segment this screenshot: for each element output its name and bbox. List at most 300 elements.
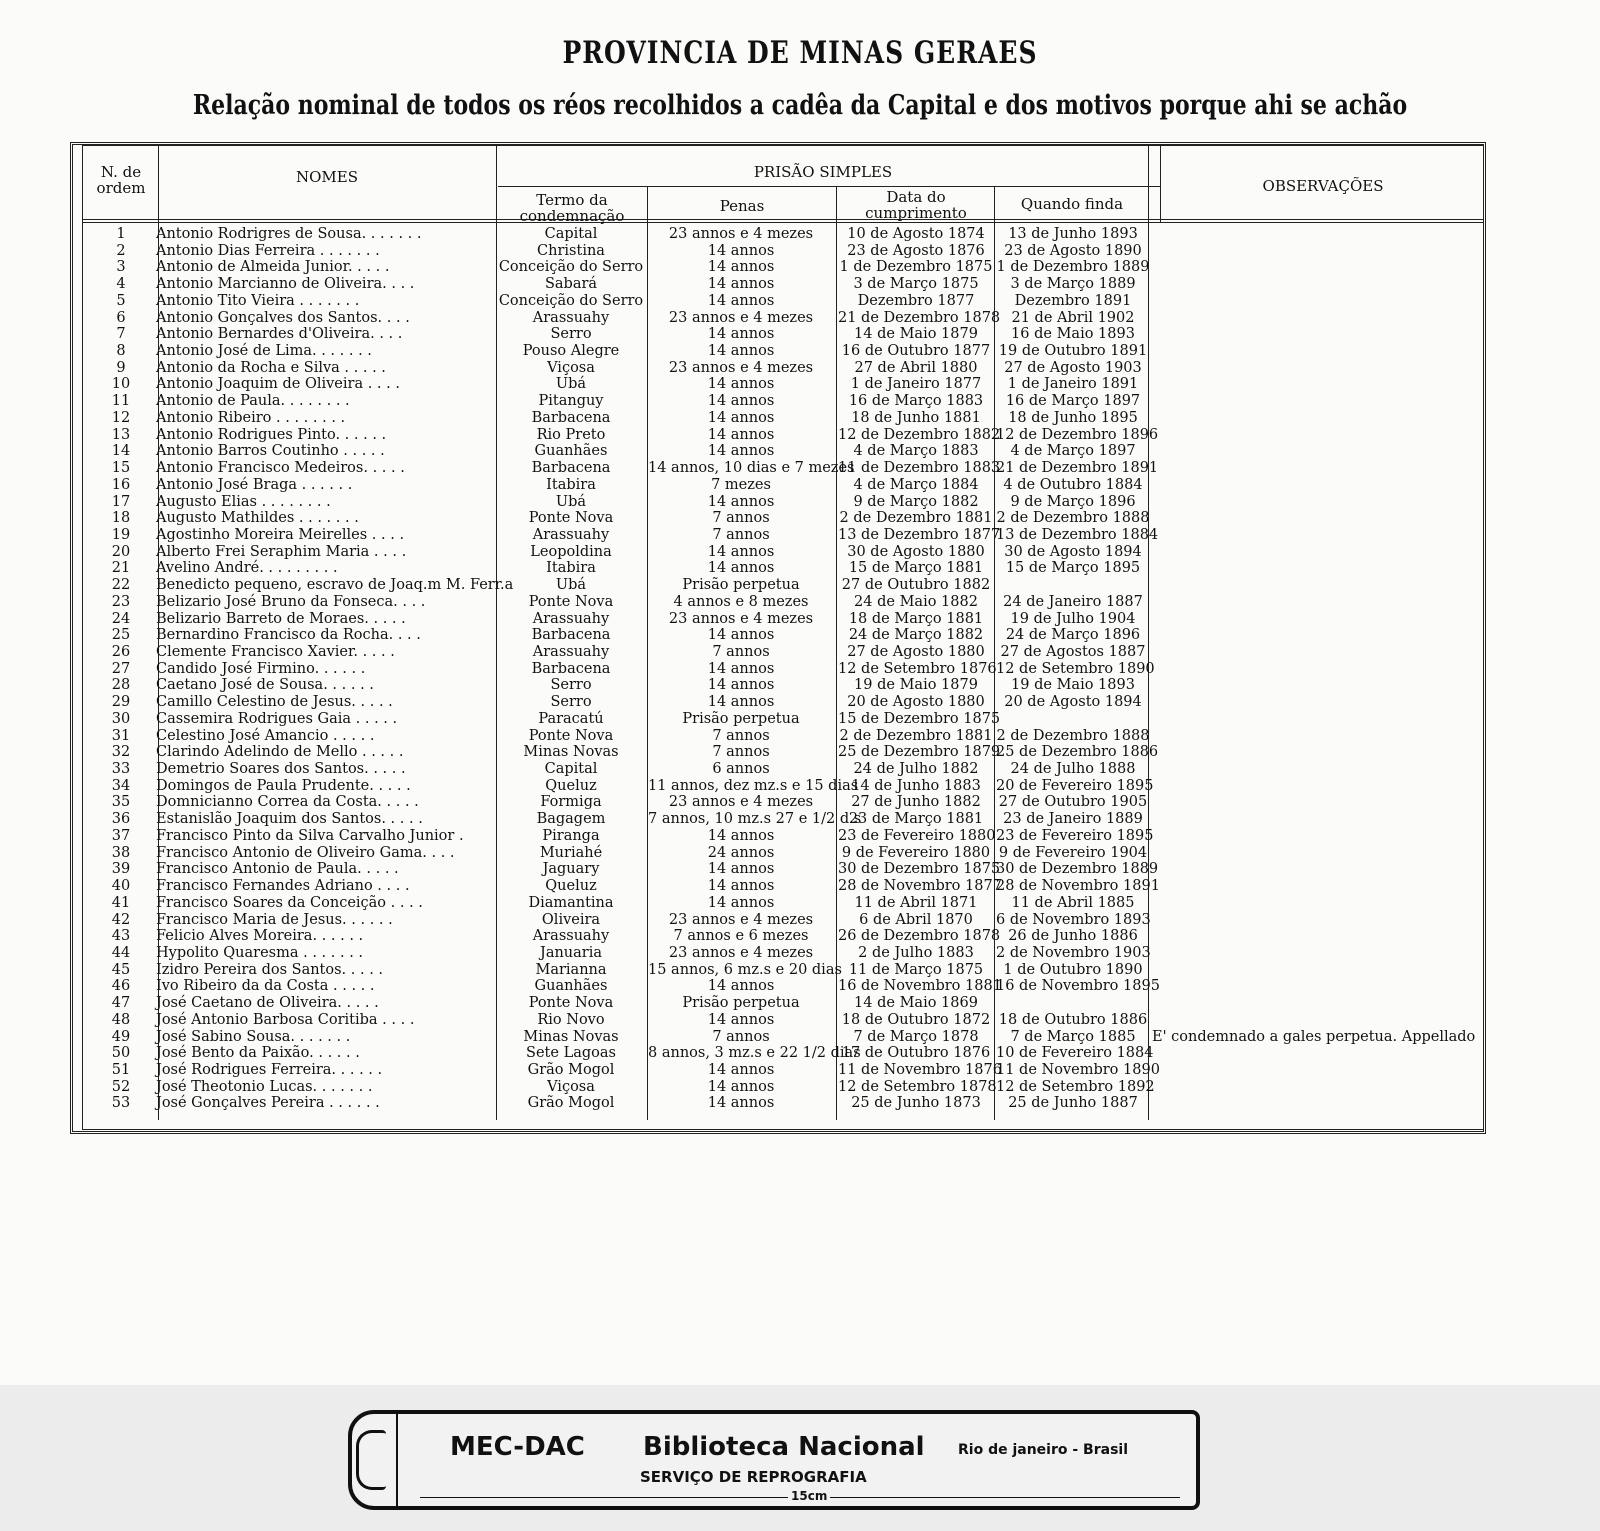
cell-pena: 14 annos [707, 861, 775, 878]
cell-finda: 10 de Fevereiro 1884 [996, 1045, 1154, 1062]
cell-finda: 1 de Dezembro 1889 [996, 259, 1150, 276]
cell-data: 27 de Agosto 1880 [847, 644, 985, 660]
cell-pena: 15 annos, 6 mz.s e 20 dias [648, 961, 842, 978]
cell-n: 17 [111, 493, 131, 510]
cell-pena: 14 annos [707, 276, 775, 293]
cell-data: 11 de Março 1875 [848, 961, 984, 978]
cell-nome: Francisco Pinto da Silva Carvalho Junior . [156, 827, 464, 844]
cell-data: 18 de Junho 1881 [851, 409, 981, 426]
cell-data: 15 de Dezembro 1875 [838, 710, 1001, 727]
cell-nome: Clarindo Adelindo de Mello . . . . . [156, 744, 404, 761]
cell-data: 23 de Fevereiro 1880 [838, 827, 996, 844]
cell-n: 8 [116, 343, 126, 360]
cell-finda: 20 de Agosto 1894 [1004, 694, 1142, 711]
cell-data: 2 de Dezembro 1881 [839, 727, 993, 744]
stamp-scale-label: 15cm [788, 1489, 830, 1503]
cell-n: 36 [111, 811, 131, 828]
cell-nome: Antonio da Rocha e Silva . . . . . [156, 359, 386, 376]
cell-finda: 21 de Abril 1902 [1011, 309, 1135, 326]
cell-data: 27 de Abril 1880 [854, 359, 978, 376]
cell-n: 7 [116, 326, 126, 343]
cell-obs: E' condemnado a gales perpetua. Appellado [1152, 1028, 1476, 1045]
cell-n: 2 [116, 242, 126, 259]
cell-nome: Demetrio Soares dos Santos. . . . . [156, 761, 406, 778]
cell-finda: 20 de Fevereiro 1895 [996, 777, 1154, 794]
cell-finda: 27 de Agosto 1903 [1004, 359, 1142, 376]
cell-data: 16 de Outubro 1877 [841, 343, 991, 360]
cell-nome: Caetano José de Sousa. . . . . . [156, 677, 374, 694]
cell-finda: 4 de Outubro 1884 [1003, 476, 1143, 493]
cell-termo: Bagagem [536, 811, 606, 828]
stamp-org: MEC-DAC [450, 1432, 585, 1462]
cell-finda: 25 de Junho 1887 [1008, 1095, 1138, 1112]
cell-nome: Antonio Ribeiro . . . . . . . . [156, 409, 346, 426]
cell-pena: 14 annos [707, 1078, 775, 1095]
cell-pena: 23 annos e 4 mezes [668, 944, 814, 961]
cell-pena: 7 mezes [711, 476, 771, 493]
cell-nome: Avelino André. . . . . . . . . [156, 560, 338, 577]
cell-termo: Ponte Nova [528, 995, 614, 1012]
cell-finda: 16 de Novembro 1895 [996, 978, 1160, 995]
cell-nome: Alberto Frei Seraphim Maria . . . . [156, 543, 407, 560]
page-subtitle: Relação nominal de todos os réos recolhidos a cadêa da Capital e dos motivos porque ahi se achão [192, 88, 1408, 122]
cell-data: 23 de Agosto 1876 [847, 242, 985, 259]
cell-nome: Antonio Gonçalves dos Santos. . . . [156, 309, 410, 326]
cell-finda: 2 de Dezembro 1888 [996, 727, 1150, 744]
cell-pena: 14 annos [707, 1011, 775, 1028]
cell-finda: 3 de Março 1889 [1010, 276, 1136, 293]
cell-n: 25 [111, 627, 131, 644]
cell-nome: Celestino José Amancio . . . . . [156, 727, 375, 744]
cell-termo: Ubá [555, 376, 587, 393]
cell-pena: 7 annos [712, 644, 770, 660]
cell-termo: Conceição do Serro [498, 292, 644, 309]
cell-data: 27 de Junho 1882 [851, 794, 981, 811]
cell-finda: 27 de Agostos 1887 [1000, 644, 1146, 660]
cell-data: 25 de Junho 1873 [851, 1095, 981, 1112]
cell-n: 30 [111, 710, 131, 727]
cell-n: 39 [111, 861, 131, 878]
cell-pena: Prisão perpetua [682, 577, 800, 594]
cell-n: 47 [111, 995, 131, 1012]
cell-pena: 7 annos [712, 1028, 770, 1045]
cell-termo: Itabira [546, 476, 596, 493]
cell-termo: Barbacena [531, 627, 611, 644]
cell-finda: 30 de Agosto 1894 [1004, 543, 1142, 560]
cell-termo: Guanhães [534, 978, 608, 995]
cell-nome: Francisco Antonio de Paula. . . . . [156, 861, 399, 878]
cell-n: 15 [111, 460, 131, 477]
cell-pena: 14 annos [707, 694, 775, 711]
cell-pena: 14 annos [707, 343, 775, 360]
cell-termo: Ponte Nova [528, 593, 614, 610]
cell-nome: José Bento da Paixão. . . . . . [156, 1045, 360, 1062]
cell-termo: Itabira [546, 560, 596, 577]
cell-data: 15 de Março 1881 [848, 560, 984, 577]
cell-n: 6 [116, 309, 126, 326]
cell-termo: Ubá [555, 493, 587, 510]
cell-data: 26 de Dezembro 1878 [838, 928, 1001, 945]
cell-termo: Piranga [542, 827, 600, 844]
cell-pena: 14 annos [707, 376, 775, 393]
cell-data: 17 de Outubro 1876 [841, 1045, 991, 1062]
cell-finda: 1 de Janeiro 1891 [1007, 376, 1139, 393]
cell-pena: Prisão perpetua [682, 710, 800, 727]
cell-n: 37 [111, 827, 131, 844]
cell-data: 3 de Março 1875 [853, 276, 979, 293]
stamp-service: SERVIÇO DE REPROGRAFIA [640, 1468, 867, 1486]
cell-pena: 14 annos [707, 493, 775, 510]
cell-nome: Camillo Celestino de Jesus. . . . . [156, 694, 393, 711]
cell-n: 31 [111, 727, 131, 744]
header-nomes: NOMES [295, 168, 358, 186]
cell-n: 29 [111, 694, 131, 711]
cell-n: 5 [116, 292, 126, 309]
cell-n: 38 [111, 844, 131, 861]
header-bottom-line [82, 219, 1484, 220]
cell-termo: Grão Mogol [527, 1062, 615, 1078]
cell-data: 16 de Novembro 1881 [838, 978, 1002, 995]
cell-pena: 24 annos [707, 844, 775, 861]
cell-data: 24 de Maio 1882 [854, 593, 978, 610]
cell-termo: Capital [544, 761, 598, 778]
cell-nome: Antonio Barros Coutinho . . . . . [156, 443, 385, 460]
cell-data: 9 de Março 1882 [853, 493, 979, 510]
stamp-library: Biblioteca Nacional [643, 1432, 925, 1462]
cell-pena: 14 annos [707, 560, 775, 577]
cell-nome: Bernardino Francisco da Rocha. . . . [156, 627, 421, 644]
cell-data: 25 de Dezembro 1879 [838, 744, 1001, 761]
cell-finda: 21 de Dezembro 1891 [996, 460, 1159, 477]
cell-nome: Antonio Rodrigues Pinto. . . . . . [156, 426, 387, 443]
cell-pena: 8 annos, 3 mz.s e 22 1/2 dias [648, 1045, 861, 1062]
cell-data: 6 de Abril 1870 [859, 911, 973, 928]
cell-n: 44 [111, 944, 131, 961]
cell-data: 24 de Julho 1882 [853, 761, 979, 778]
cell-pena: 14 annos [707, 894, 775, 911]
cell-nome: Francisco Fernandes Adriano . . . . [156, 878, 410, 895]
header-data: Data do cumprimento [865, 188, 967, 222]
cell-termo: Arassuahy [532, 526, 610, 543]
cell-termo: Capital [544, 226, 598, 242]
cell-n: 28 [111, 677, 131, 694]
cell-data: 11 de Novembro 1876 [838, 1062, 1002, 1078]
cell-n: 4 [116, 276, 126, 293]
cell-n: 48 [111, 1011, 131, 1028]
cell-pena: 14 annos [707, 326, 775, 343]
cell-n: 21 [111, 560, 131, 577]
cell-data: 20 de Agosto 1880 [847, 694, 985, 711]
cell-termo: Minas Novas [523, 744, 619, 761]
cell-data: 30 de Dezembro 1875 [838, 861, 1001, 878]
cell-n: 19 [111, 526, 131, 543]
cell-termo: Arassuahy [532, 309, 610, 326]
cell-finda: 13 de Junho 1893 [1008, 226, 1138, 242]
cell-termo: Barbacena [531, 660, 611, 677]
cell-nome: José Rodrigues Ferreira. . . . . . [156, 1062, 383, 1078]
cell-termo: Guanhães [534, 443, 608, 460]
cell-data: 7 de Março 1878 [853, 1028, 979, 1045]
cell-n: 40 [111, 878, 131, 895]
cell-finda: 23 de Fevereiro 1895 [996, 827, 1154, 844]
cell-pena: 4 annos e 8 mezes [673, 593, 809, 610]
cell-pena: 14 annos [707, 409, 775, 426]
cell-nome: Francisco Soares da Conceição . . . . [156, 894, 423, 911]
cell-termo: Arassuahy [532, 644, 610, 660]
cell-pena: 14 annos [707, 677, 775, 694]
cell-n: 34 [111, 777, 131, 794]
cell-finda: 30 de Dezembro 1889 [996, 861, 1159, 878]
cell-termo: Leopoldina [530, 543, 612, 560]
cell-finda: 24 de Março 1896 [1005, 627, 1141, 644]
cell-data: 30 de Agosto 1880 [847, 543, 985, 560]
cell-pena: 7 annos, 10 mz.s 27 e 1/2 d.s [648, 811, 862, 828]
cell-data: 18 de Março 1881 [848, 610, 984, 627]
prisao-subheader-line [498, 186, 1160, 187]
cell-n: 46 [111, 978, 131, 995]
cell-pena: 14 annos [707, 242, 775, 259]
cell-finda: 12 de Setembro 1892 [996, 1078, 1155, 1095]
cell-termo: Formiga [540, 794, 602, 811]
cell-n: 45 [111, 961, 131, 978]
cell-n: 42 [111, 911, 131, 928]
cell-termo: Sete Lagoas [526, 1045, 616, 1062]
cell-finda: 16 de Março 1897 [1005, 393, 1141, 410]
cell-termo: Ubá [555, 577, 587, 594]
cell-data: 11 de Dezembro 1883 [838, 460, 1001, 477]
cell-nome: Francisco Antonio de Oliveiro Gama. . . . [156, 844, 455, 861]
cell-nome: Antonio Bernardes d'Oliveira. . . . [156, 326, 403, 343]
cell-nome: Antonio Rodrigres de Sousa. . . . . . . [156, 226, 422, 242]
cell-finda: 6 de Novembro 1893 [996, 911, 1151, 928]
cell-pena: 14 annos [707, 543, 775, 560]
cell-finda: 27 de Outubro 1905 [998, 794, 1148, 811]
cell-nome: Antonio José Braga . . . . . . [156, 476, 353, 493]
cell-finda: 12 de Dezembro 1896 [996, 426, 1159, 443]
cell-termo: Serro [550, 677, 592, 694]
cell-n: 11 [111, 393, 131, 410]
cell-termo: Barbacena [531, 460, 611, 477]
cell-finda: 4 de Março 1897 [1010, 443, 1136, 460]
cell-pena: 7 annos [712, 526, 770, 543]
cell-nome: Domnicianno Correa da Costa. . . . . [156, 794, 419, 811]
cell-termo: Queluz [545, 777, 597, 794]
cell-pena: 23 annos e 4 mezes [668, 359, 814, 376]
cell-pena: 14 annos [707, 660, 775, 677]
cell-finda: 16 de Maio 1893 [1011, 326, 1135, 343]
cell-finda: 11 de Abril 1885 [1011, 894, 1135, 911]
cell-pena: 23 annos e 4 mezes [668, 911, 814, 928]
cell-finda: 23 de Agosto 1890 [1004, 242, 1142, 259]
cell-data: 2 de Dezembro 1881 [839, 510, 993, 527]
cell-pena: 14 annos, 10 dias e 7 mezes [648, 460, 855, 477]
col-line-penas [836, 186, 837, 1120]
cell-finda: 24 de Julho 1888 [1010, 761, 1136, 778]
cell-n: 27 [111, 660, 131, 677]
cell-finda: 9 de Março 1896 [1010, 493, 1136, 510]
cell-data: 11 de Abril 1871 [854, 894, 978, 911]
cell-nome: José Caetano de Oliveira. . . . . [156, 995, 379, 1012]
cell-termo: Marianna [535, 961, 607, 978]
cell-pena: 14 annos [707, 978, 775, 995]
cell-n: 24 [111, 610, 131, 627]
cell-finda: 2 de Dezembro 1888 [996, 510, 1150, 527]
cell-data: 12 de Setembro 1876 [838, 660, 997, 677]
header-bottom-line-2 [82, 222, 1484, 223]
cell-nome: Augusto Mathildes . . . . . . . [156, 510, 359, 527]
cell-termo: Diamantina [528, 894, 614, 911]
cell-termo: Arassuahy [532, 610, 610, 627]
cell-n: 41 [111, 894, 131, 911]
cell-data: 12 de Setembro 1878 [838, 1078, 997, 1095]
cell-data: 4 de Março 1883 [853, 443, 979, 460]
header-termo: Termo da condemnação [519, 191, 625, 225]
col-line-obs-double [1160, 145, 1161, 223]
cell-pena: 6 annos [712, 761, 770, 778]
cell-finda: 15 de Março 1895 [1005, 560, 1141, 577]
cell-nome: Antonio Francisco Medeiros. . . . . [156, 460, 405, 477]
cell-nome: Antonio José de Lima. . . . . . . [156, 343, 372, 360]
cell-termo: Viçosa [547, 359, 595, 376]
cell-pena: 14 annos [707, 259, 775, 276]
cell-n: 13 [111, 426, 131, 443]
cell-nome: Izidro Pereira dos Santos. . . . . [156, 961, 384, 978]
cell-pena: 7 annos [712, 744, 770, 761]
cell-finda: 18 de Outubro 1886 [998, 1011, 1148, 1028]
cell-data: 10 de Agosto 1874 [847, 226, 985, 242]
cell-termo: Oliveira [541, 911, 601, 928]
cell-n: 33 [111, 761, 131, 778]
cell-n: 14 [111, 443, 131, 460]
cell-finda: 19 de Julho 1904 [1010, 610, 1136, 627]
cell-nome: Estanislão Joaquim dos Santos. . . . . [156, 811, 423, 828]
cell-termo: Grão Mogol [527, 1095, 615, 1112]
cell-n: 50 [111, 1045, 131, 1062]
cell-termo: Serro [550, 326, 592, 343]
cell-nome: Belizario Barreto de Moraes. . . . . [156, 610, 406, 627]
cell-termo: Rio Novo [537, 1011, 605, 1028]
cell-pena: 7 annos [712, 727, 770, 744]
cell-finda: 23 de Janeiro 1889 [1003, 811, 1143, 828]
cell-termo: Sabará [544, 276, 598, 293]
cell-data: 14 de Maio 1869 [854, 995, 978, 1012]
cell-data: 14 de Junho 1883 [851, 777, 981, 794]
cell-data: 1 de Dezembro 1875 [839, 259, 993, 276]
cell-n: 20 [111, 543, 131, 560]
cell-data: 13 de Dezembro 1877 [838, 526, 1001, 543]
cell-pena: 11 annos, dez mz.s e 15 dias [648, 777, 859, 794]
cell-finda: 2 de Novembro 1903 [996, 944, 1151, 961]
cell-nome: Ivo Ribeiro da da Costa . . . . . [156, 978, 375, 995]
cell-nome: Cassemira Rodrigues Gaia . . . . . [156, 710, 398, 727]
cell-nome: Felicio Alves Moreira. . . . . . [156, 928, 364, 945]
cell-nome: Benedicto pequeno, escravo de Joaq.m M. Ferr.a [156, 577, 514, 594]
cell-termo: Pouso Alegre [522, 343, 620, 360]
cell-finda: 7 de Março 1885 [1010, 1028, 1136, 1045]
cell-n: 26 [111, 644, 131, 660]
cell-termo: Christina [537, 242, 605, 259]
cell-data: 19 de Maio 1879 [854, 677, 978, 694]
cell-n: 9 [116, 359, 126, 376]
cell-termo: Arassuahy [532, 928, 610, 945]
cell-termo: Paracatú [538, 710, 604, 727]
cell-nome: José Antonio Barbosa Coritiba . . . . [156, 1011, 415, 1028]
cell-data: 12 de Dezembro 1882 [838, 426, 1001, 443]
cell-data: 4 de Março 1884 [853, 476, 979, 493]
cell-termo: Barbacena [531, 409, 611, 426]
cell-n: 51 [111, 1062, 131, 1078]
cell-n: 53 [111, 1095, 131, 1112]
cell-finda: 1 de Outubro 1890 [1003, 961, 1143, 978]
cell-n: 52 [111, 1078, 131, 1095]
cell-finda: 12 de Setembro 1890 [996, 660, 1155, 677]
cell-nome: Domingos de Paula Prudente. . . . . [156, 777, 411, 794]
cell-n: 12 [111, 409, 131, 426]
cell-finda: 19 de Outubro 1891 [998, 343, 1148, 360]
cell-pena: 23 annos e 4 mezes [668, 794, 814, 811]
cell-n: 35 [111, 794, 131, 811]
cell-pena: 14 annos [707, 292, 775, 309]
cell-n: 3 [116, 259, 126, 276]
cell-pena: 14 annos [707, 827, 775, 844]
cell-termo: Muriahé [539, 844, 603, 861]
cell-pena: 23 annos e 4 mezes [668, 226, 814, 242]
cell-n: 16 [111, 476, 131, 493]
cell-finda: 28 de Novembro 1891 [996, 878, 1160, 895]
cell-pena: 14 annos [707, 1095, 775, 1112]
cell-termo: Januaria [540, 944, 602, 961]
cell-n: 18 [111, 510, 131, 527]
cell-termo: Ponte Nova [528, 727, 614, 744]
cell-data: 28 de Novembro 1877 [838, 878, 1002, 895]
cell-data: 2 de Julho 1883 [858, 944, 974, 961]
header-prisao-simples: PRISÃO SIMPLES [753, 163, 893, 181]
cell-finda: 13 de Dezembro 1884 [996, 526, 1159, 543]
cell-finda: 18 de Junho 1895 [1008, 409, 1138, 426]
cell-nome: Candido José Firmino. . . . . . [156, 660, 366, 677]
cell-finda: 19 de Maio 1893 [1011, 677, 1135, 694]
cell-data: 16 de Março 1883 [848, 393, 984, 410]
cell-pena: 14 annos [707, 878, 775, 895]
cell-n: 32 [111, 744, 131, 761]
header-num: N. de ordem [96, 163, 146, 197]
cell-nome: Belizario José Bruno da Fonseca. . . . [156, 593, 426, 610]
cell-data: Dezembro 1877 [857, 292, 975, 309]
cell-nome: Agostinho Moreira Meirelles . . . . [156, 526, 405, 543]
header-penas: Penas [719, 197, 765, 215]
cell-nome: José Theotonio Lucas. . . . . . . [156, 1078, 373, 1095]
cell-nome: Antonio Marcianno de Oliveira. . . . [156, 276, 415, 293]
cell-termo: Minas Novas [523, 1028, 619, 1045]
cell-pena: 23 annos e 4 mezes [668, 610, 814, 627]
cell-data: 18 de Outubro 1872 [841, 1011, 991, 1028]
cell-nome: Antonio de Almeida Junior. . . . . [156, 259, 390, 276]
cell-n: 49 [111, 1028, 131, 1045]
cell-termo: Jaguary [542, 861, 600, 878]
cell-termo: Viçosa [547, 1078, 595, 1095]
cell-nome: Clemente Francisco Xavier. . . . . [156, 644, 395, 660]
cell-n: 22 [111, 577, 131, 594]
cell-n: 23 [111, 593, 131, 610]
header-quando-finda: Quando finda [1020, 195, 1124, 213]
stamp-divider [396, 1410, 398, 1510]
cell-pena: 14 annos [707, 443, 775, 460]
cell-data: 27 de Outubro 1882 [841, 577, 991, 594]
cell-termo: Rio Preto [536, 426, 606, 443]
cell-data: 14 de Maio 1879 [854, 326, 978, 343]
cell-nome: Antonio Tito Vieira . . . . . . . [156, 292, 360, 309]
cell-data: 9 de Fevereiro 1880 [841, 844, 991, 861]
